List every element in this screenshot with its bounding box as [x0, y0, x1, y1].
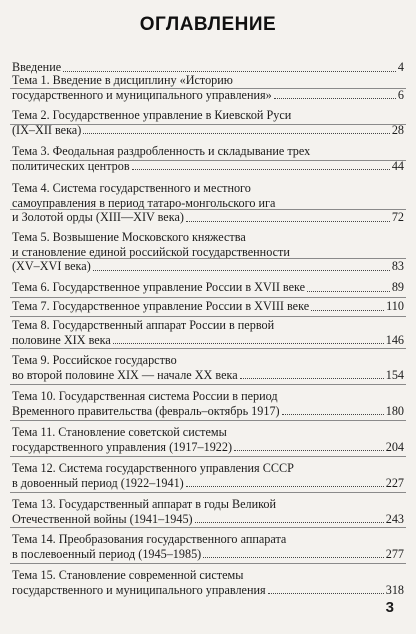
toc-entry-text: государственного и муниципального управления	[12, 582, 266, 597]
toc-entry-text: Тема 2. Государственное управление в Киевской Руси	[12, 108, 292, 122]
divider	[10, 316, 406, 317]
toc-entry	[12, 230, 404, 274]
divider	[10, 420, 406, 421]
toc-page-ref: 180	[385, 403, 404, 418]
toc-entry-text: Тема 9. Российское государство	[12, 353, 177, 367]
toc-entry-text: в послевоенный период (1945–1985)	[12, 546, 202, 561]
dot-leader	[83, 133, 390, 134]
divider	[10, 384, 406, 385]
toc-page-ref: 204	[385, 439, 404, 454]
toc-entry-text: государственного управления (1917–1922)	[12, 439, 233, 454]
toc-entry-text: (XV–XVI века)	[12, 259, 91, 274]
dot-leader	[195, 522, 384, 523]
toc-entry-text: государственного и муниципального управления»	[12, 87, 272, 102]
toc-page-ref: 28	[391, 122, 404, 137]
dot-leader	[240, 378, 384, 379]
toc-page-ref: 277	[385, 546, 404, 561]
divider	[10, 258, 406, 259]
divider	[10, 209, 406, 210]
toc-entry-text: Отечественной войны (1941–1945)	[12, 511, 193, 526]
toc-entry	[12, 461, 404, 490]
toc-entry-text: и Золотой орды (XIII—XIV века)	[12, 210, 184, 225]
toc-entry	[12, 299, 404, 314]
toc-page-ref: 72	[391, 210, 404, 225]
toc-page-ref: 318	[385, 582, 404, 597]
toc-entry-text: половине XIX века	[12, 332, 111, 347]
toc-page-ref: 243	[385, 511, 404, 526]
page-number: 3	[385, 599, 394, 616]
dot-leader	[113, 343, 384, 344]
divider	[10, 563, 406, 564]
toc-page-ref: 44	[391, 158, 404, 173]
toc-entry-text: в довоенный период (1922–1941)	[12, 475, 184, 490]
dot-leader	[268, 593, 384, 594]
toc-entry-text: Тема 3. Феодальная раздробленность и складывание трех	[12, 144, 311, 158]
toc-entry	[12, 497, 404, 526]
toc-page-ref: 83	[391, 259, 404, 274]
divider	[10, 124, 406, 125]
toc-entry-text: самоуправления в период татаро-монгольского ига	[12, 195, 276, 210]
divider	[10, 456, 406, 457]
toc-entry-text: во второй половине XIX — начале XX века	[12, 367, 238, 382]
dot-leader	[234, 450, 384, 451]
toc-entry	[12, 568, 404, 597]
divider	[10, 160, 406, 161]
divider	[10, 88, 406, 89]
toc-page-ref: 6	[397, 87, 404, 102]
toc-entry-text: Тема 7. Государственное управление России в XVIII веке	[12, 299, 310, 313]
dot-leader	[311, 310, 384, 311]
toc-entry-text: Тема 14. Преобразования государственного аппарата	[12, 532, 287, 546]
dot-leader	[186, 221, 390, 222]
toc-entry	[12, 280, 404, 295]
toc-page-ref: 110	[386, 299, 404, 313]
dot-leader	[132, 169, 390, 170]
divider	[10, 527, 406, 528]
dot-leader	[307, 291, 390, 292]
dot-leader	[282, 414, 384, 415]
toc-entry-text: Тема 1. Введение в дисциплину «Историю	[12, 73, 233, 87]
toc-entry-text: Тема 5. Возвышение Московского княжества	[12, 230, 246, 244]
toc-entry-text: Тема 15. Становление современной системы	[12, 568, 244, 582]
toc-entry-text: и становление единой российской государственности	[12, 244, 290, 259]
toc-entry-text: Введение	[12, 60, 62, 74]
toc-page-ref: 154	[385, 367, 404, 382]
toc-entry	[12, 108, 404, 137]
toc-entry-text: Тема 10. Государственная система России в период	[12, 389, 278, 403]
toc-page-ref: 4	[397, 60, 404, 74]
toc-entry-text: Тема 11. Становление советской системы	[12, 425, 227, 439]
toc-page-ref: 146	[385, 332, 404, 347]
toc-entry	[12, 425, 404, 454]
divider	[10, 348, 406, 349]
toc-entry	[12, 181, 404, 225]
toc-entry	[12, 318, 404, 347]
dot-leader	[203, 557, 383, 558]
toc-entry-text: Тема 8. Государственный аппарат России в первой	[12, 318, 275, 332]
toc-entry	[12, 144, 404, 173]
toc-entry-text: Тема 12. Система государственного управления СССР	[12, 461, 294, 475]
dot-leader	[186, 486, 384, 487]
toc-entry	[12, 389, 404, 418]
page-title: ОГЛАВЛЕНИЕ	[139, 14, 277, 35]
toc-entry-text: Тема 13. Государственный аппарат в годы Великой	[12, 497, 277, 511]
toc-entry-text: политических центров	[12, 158, 130, 173]
toc-entry-text: (IX–XII века)	[12, 122, 82, 137]
divider	[10, 492, 406, 493]
toc-entry	[12, 532, 404, 561]
divider	[10, 297, 406, 298]
dot-leader	[274, 98, 396, 99]
toc-page-ref: 227	[385, 475, 404, 490]
toc-entry-text: Тема 4. Система государственного и местного	[12, 181, 251, 195]
toc-entry-text: Тема 6. Государственное управление России в XVII веке	[12, 280, 306, 294]
toc-entry	[12, 353, 404, 382]
dot-leader	[93, 270, 390, 271]
dot-leader	[63, 71, 396, 72]
toc-entry-text: Временного правительства (февраль–октябрь 1917)	[12, 403, 280, 418]
toc-page-ref: 89	[391, 280, 404, 294]
